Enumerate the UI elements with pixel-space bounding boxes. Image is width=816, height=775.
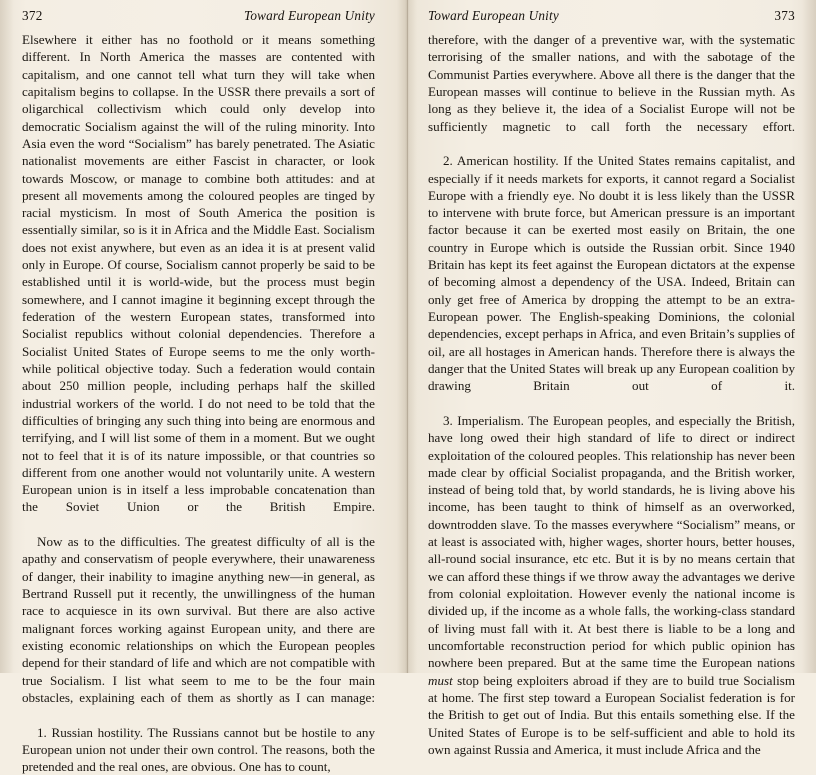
text-run: 3. Imperialism. The European peoples, and especially the British, have long owed their high standard of life to direct or indirect exploitation of the coloured peoples. This relationship has never been made clear by official Socialist propaganda, and the British worker, instead of being told that, by world standards, he is living above his income, has been taught to think of himself as an overworked, downtrodden slave. To the masses everywhere “Socialism” means, or at least is associated with, higher wages, shorter hours, better houses, all-round social insurance, etc etc. But it is by no means certain that we can afford these things if we throw away the advantages we derive from colonial exploitation. However evenly the national income is divided up, if the income as a whole falls, the working-class standard of living must fall with it. At best there is liable to be a long and uncomfortable reconstruction period for which public opinion has nowhere been prepared. But at the same time the European nations — [428, 413, 795, 670]
paragraph: Elsewhere it either has no foothold or it means something different. In North America the masses are contented with capitalism, and one cannot tell what turn they will take when capitalism begins to collapse. In the USSR there prevails a sort of oligarchical collectivism which could only develop into democratic Socialism against the will of the ruling minority. Into Asia even the word “Socialism” has barely penetrated. The Asiatic nationalist movements are either Fascist in character, or look towards Moscow, or manage to combine both attitudes: and at present all movements among the coloured peoples are tinged by racial mysticism. In most of South America the position is essentially similar, so is it in Africa and the Middle East. Socialism does not exist anywhere, but even as an idea it is at present valid only in Europe. Of course, Socialism cannot properly be said to be established until it is world-wide, but the process must begin somewhere, and I cannot imagine it beginning except through the federation of the western European states, transformed into Socialist republics without colonial dependencies. Therefore a Socialist United States of Europe seems to me the only worth-while political objective today. Such a federation would contain about 250 million people, including perhaps half the skilled industrial workers of the world. I do not need to be told that the difficulties of bringing any such thing into being are enormous and terrifying, and I will list some of them in a moment. But we ought not to feel that it is of its nature impossible, or that countries so different from one another would not voluntarily unite. A western European union is in itself a less improbable concatenation than the Soviet Union or the British Empire. — [22, 31, 375, 533]
paragraph — [428, 412, 795, 758]
paragraph: therefore, with the danger of a preventive war, with the systematic terrorising of the smaller nations, and with the sabotage of the Communist Parties everywhere. Above all there is the danger that the European masses will continue to believe in the Russian myth. As long as they believe it, the idea of a Socialist Europe will not be sufficiently magnetic to call forth the necessary effort. — [428, 31, 795, 152]
page-right — [408, 0, 816, 673]
body-text-left-page — [22, 31, 375, 775]
running-head-right-page: Toward European Unity — [428, 8, 559, 24]
page-left — [0, 0, 408, 673]
paragraph: 2. American hostility. If the United States remains capitalist, and especially if it needs markets for exports, it cannot regard a Socialist Europe with a friendly eye. No doubt it is less likely than the USSR to intervene with brute force, but American pressure is an important factor because it can be exerted most easily on Britain, the one country in Europe which is outside the Russian orbit. Since 1940 Britain has kept its feet against the European dictators at the expense of becoming almost a dependency of the USA. Indeed, Britain can only get free of America by dropping the attempt to be an extra-European power. The English-speaking Dominions, the colonial dependencies, except perhaps in Africa, and even Britain’s supplies of oil, are all hostages in American hands. Therefore there is always the danger that the United States will break up any European coalition by drawing Britain out of it. — [428, 152, 795, 412]
page-number-left: 372 — [22, 8, 43, 24]
paragraph: Now as to the difficulties. The greatest difficulty of all is the apathy and conservatism of people everywhere, their unawareness of danger, their inability to imagine anything new—in general, as Bertrand Russell put it recently, the unwillingness of the human race to acquiesce in its own survival. But there are also active malignant forces working against European unity, and there are existing economic relationships on which the European peoples depend for their standard of life and which are not compatible with true Socialism. I list what seem to me to be the four main obstacles, explaining each of them as shortly as I can manage: — [22, 533, 375, 723]
paragraph: 1. Russian hostility. The Russians cannot but be hostile to any European union not under their own control. The reasons, both the pretended and the real ones, are obvious. One has to count, — [22, 724, 375, 775]
emphasised-word: must — [428, 673, 453, 688]
running-head-left-page: Toward European Unity — [244, 8, 375, 24]
text-run: stop being exploiters abroad if they are to build true Socialism at home. The first step toward a European Socialist federation is for the British to get out of India. But this entails something else. If the United States of Europe is to be self-sufficient and able to hold its own against Russia and America, it must include Africa and the — [428, 673, 795, 757]
page-number-right: 373 — [774, 8, 795, 24]
body-text-right-page — [428, 31, 795, 758]
